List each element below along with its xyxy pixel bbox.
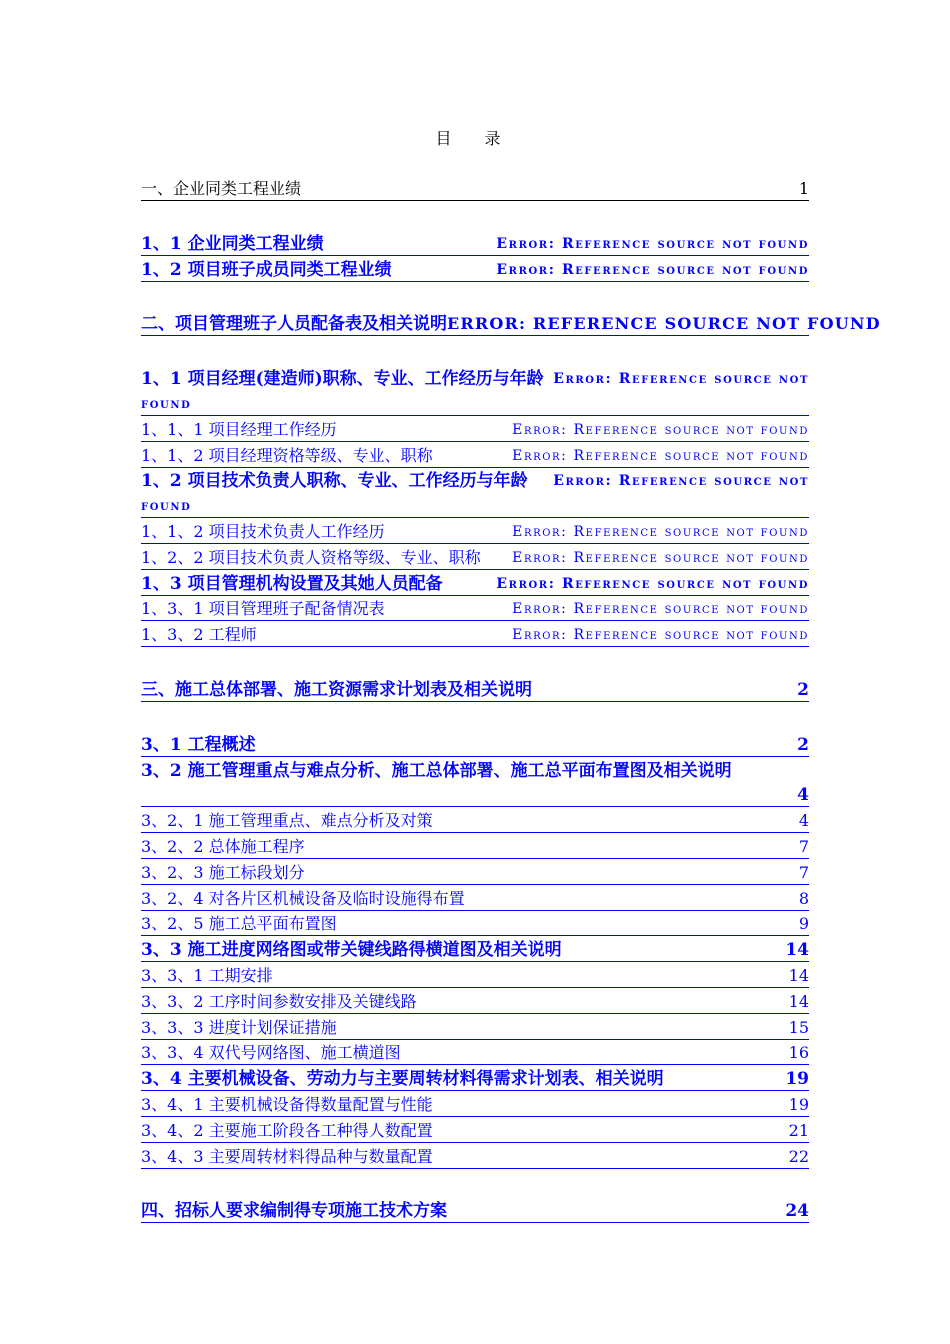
toc-entry-3-2-2[interactable] — [141, 833, 809, 859]
toc-entry-page: 14 — [788, 991, 809, 1011]
toc-entry-3-3-4[interactable] — [141, 1040, 809, 1066]
toc-entry-page-continued: found — [141, 498, 192, 515]
toc-entry-text: 1、1、2 项目经理资格等级、专业、职称 — [141, 445, 433, 465]
toc-entry-3-4-2[interactable] — [141, 1117, 809, 1143]
toc-entry-page: 7 — [798, 862, 809, 882]
toc-entry-3-2-4[interactable] — [141, 885, 809, 911]
toc-entry-text: 3、2 施工管理重点与难点分析、施工总体部署、施工总平面布置图及相关说明 — [141, 760, 732, 781]
toc-entry-page: 21 — [788, 1120, 809, 1140]
toc-entry-3-2-3[interactable] — [141, 859, 809, 885]
toc-entry-text: 1、1、2 项目技术负责人工作经历 — [141, 521, 385, 541]
toc-entry-page: Error: Reference source not found — [512, 523, 809, 540]
toc-entry-1-3-1[interactable] — [141, 596, 809, 622]
toc-entry-page: Error: Reference source not found — [512, 627, 809, 644]
toc-entry-text: 四、招标人要求编制得专项施工技术方案 — [141, 1201, 447, 1222]
toc-entry-text: 1、1、1 项目经理工作经历 — [141, 419, 337, 439]
toc-entry-1-2[interactable] — [141, 256, 809, 282]
toc-entry-1-2-2[interactable] — [141, 544, 809, 570]
toc-entry-text: 1、2、2 项目技术负责人资格等级、专业、职称 — [141, 547, 481, 567]
toc-entry-page: Error: Reference source not found — [496, 575, 809, 592]
toc-entry-1-1-2[interactable] — [141, 442, 809, 468]
toc-entry-page: Error: Reference source not found — [512, 447, 809, 464]
toc-entry-text: 3、3、1 工期安排 — [141, 965, 273, 985]
toc-entry-page: Error: Reference source not found — [496, 261, 809, 278]
toc-entry-text: 3、2、3 施工标段划分 — [141, 862, 305, 882]
toc-entry-page: 1 — [798, 179, 809, 198]
toc-entry-page: Error: Reference source not found — [512, 549, 809, 566]
toc-entry-1-1[interactable] — [141, 230, 809, 256]
toc-title: 目 录 — [435, 129, 515, 148]
toc-entry-text: 二、项目管理班子人员配备表及相关说明 — [141, 314, 447, 335]
toc-entry-page: Error: Reference source not — [553, 473, 809, 490]
toc-entry-section-3[interactable] — [141, 676, 809, 702]
toc-entry-3-2-1[interactable] — [141, 807, 809, 833]
toc-entry-text: 3、3、3 进度计划保证措施 — [141, 1017, 337, 1037]
toc-entry-page: Error: Reference source not found — [496, 235, 809, 252]
toc-entry-3-3[interactable] — [141, 936, 809, 962]
toc-entry-3-3-3[interactable] — [141, 1014, 809, 1040]
toc-entry-text: 1、1 企业同类工程业绩 — [141, 233, 324, 254]
toc-entry-3-2-5[interactable] — [141, 911, 809, 937]
toc-entry-text: 3、2、1 施工管理重点、难点分析及对策 — [141, 811, 433, 831]
toc-entry-text: 一、企业同类工程业绩 — [141, 179, 302, 198]
toc-entry-page: 15 — [788, 1017, 809, 1037]
toc-entry-page: 2 — [797, 679, 809, 700]
toc-entry-3-4[interactable] — [141, 1065, 809, 1091]
toc-entry-page: Error: Reference source not — [553, 371, 809, 388]
toc-entry-1-3-2[interactable] — [141, 621, 809, 647]
toc-entry-page: 4 — [798, 811, 809, 831]
toc-entry-text: 1、2 项目班子成员同类工程业绩 — [141, 259, 392, 280]
toc-entry-text: 1、3、1 项目管理班子配备情况表 — [141, 599, 385, 619]
toc-entry-text: 1、2 项目技术负责人职称、专业、工作经历与年龄 — [141, 471, 528, 492]
toc-entry-3-3-1[interactable] — [141, 962, 809, 988]
toc-entry-text: 1、1 项目经理(建造师)职称、专业、工作经历与年龄 — [141, 369, 544, 390]
toc-entry-3-4-3[interactable] — [141, 1143, 809, 1169]
toc-entry-page: Error: Reference source not found — [512, 421, 809, 438]
toc-entry-1-3[interactable] — [141, 570, 809, 596]
toc-entry-text: 1、3、2 工程师 — [141, 625, 257, 645]
toc-entry-page: 14 — [785, 940, 809, 961]
table-of-contents — [141, 179, 881, 1223]
toc-entry-text: 3、1 工程概述 — [141, 734, 256, 755]
toc-entry-text: 3、3、4 双代号网络图、施工横道图 — [141, 1043, 401, 1063]
toc-entry-page: 2 — [797, 734, 809, 755]
toc-entry-page: 16 — [788, 1043, 809, 1063]
toc-entry-1-1-manager[interactable] — [141, 365, 809, 416]
toc-entry-page: 9 — [798, 914, 809, 934]
toc-entry-page: 8 — [798, 888, 809, 908]
toc-entry-text: 3、3、2 工序时间参数安排及关键线路 — [141, 991, 417, 1011]
toc-entry-text: 3、2、2 总体施工程序 — [141, 836, 305, 856]
toc-entry-page: 22 — [788, 1146, 809, 1166]
toc-entry-text: 3、4、3 主要周转材料得品种与数量配置 — [141, 1146, 433, 1166]
toc-entry-text: 三、施工总体部署、施工资源需求计划表及相关说明 — [141, 679, 532, 700]
toc-entry-section-2[interactable] — [141, 311, 881, 337]
toc-entry-section-4[interactable] — [141, 1198, 809, 1224]
toc-entry-3-3-2[interactable] — [141, 988, 809, 1014]
toc-entry-text: 3、3 施工进度网络图或带关键线路得横道图及相关说明 — [141, 940, 562, 961]
toc-entry-page: 14 — [788, 965, 809, 985]
toc-entry-page: 19 — [788, 1094, 809, 1114]
toc-entry-page-continued: found — [141, 395, 192, 412]
toc-entry-1-1-1[interactable] — [141, 416, 809, 442]
toc-entry-3-2[interactable] — [141, 757, 809, 808]
toc-entry-page: ERROR: REFERENCE SOURCE NOT FOUND — [447, 314, 881, 334]
toc-entry-1-2-tech-lead[interactable] — [141, 468, 809, 519]
toc-entry-text: 3、2、4 对各片区机械设备及临时设施得布置 — [141, 888, 465, 908]
toc-entry-3-1[interactable] — [141, 731, 809, 757]
toc-entry-3-4-1[interactable] — [141, 1091, 809, 1117]
toc-entry-page: Error: Reference source not found — [512, 601, 809, 618]
toc-entry-page: 19 — [785, 1069, 809, 1090]
toc-entry-text: 3、4、1 主要机械设备得数量配置与性能 — [141, 1094, 433, 1114]
toc-entry-text: 3、4、2 主要施工阶段各工种得人数配置 — [141, 1120, 433, 1140]
toc-entry-text: 3、4 主要机械设备、劳动力与主要周转材料得需求计划表、相关说明 — [141, 1069, 664, 1090]
toc-entry-page: 7 — [798, 836, 809, 856]
toc-entry-text: 1、3 项目管理机构设置及其她人员配备 — [141, 573, 443, 594]
toc-entry-text: 3、2、5 施工总平面布置图 — [141, 914, 337, 934]
toc-entry-section-1[interactable] — [141, 180, 809, 201]
toc-entry-page: 24 — [785, 1201, 809, 1222]
toc-entry-1-1-2b[interactable] — [141, 518, 809, 544]
toc-entry-page: 4 — [797, 785, 809, 806]
